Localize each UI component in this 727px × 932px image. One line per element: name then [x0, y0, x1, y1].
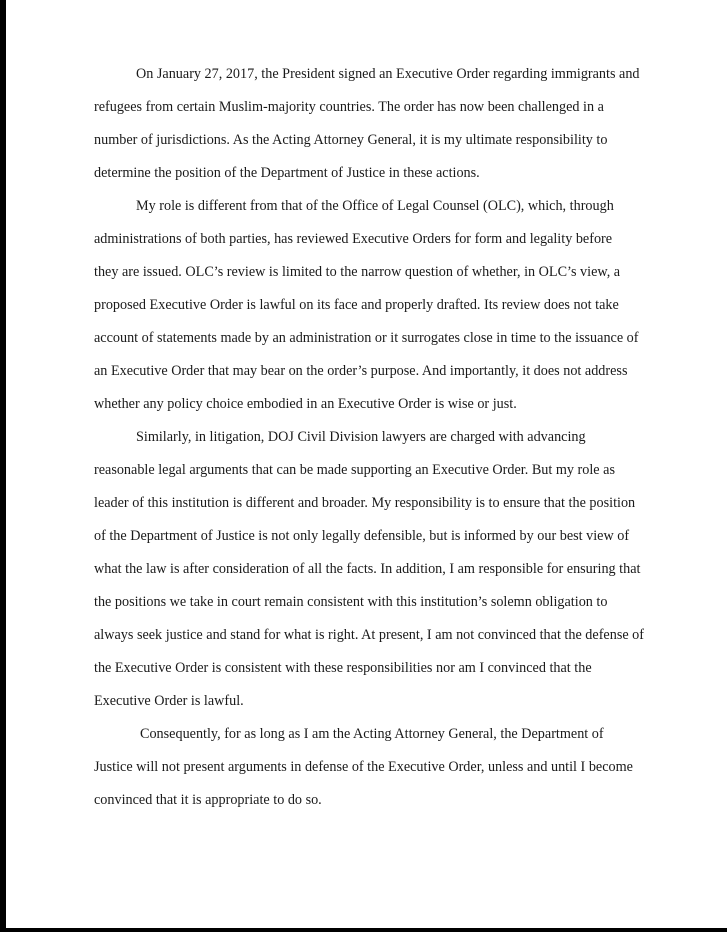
paragraph-3-line-6: the positions we take in court remain consistent with this institution’s solemn obligation to [94, 594, 608, 610]
paragraph-1-line-4: determine the position of the Department of Justice in these actions. [94, 165, 480, 181]
paragraph-2-line-2: administrations of both parties, has reviewed Executive Orders for form and legality before [94, 231, 613, 247]
paragraph-3-line-7: always seek justice and stand for what is right. At present, I am not convinced that the defense of [94, 627, 645, 643]
paragraph-1-line-3: number of jurisdictions. As the Acting Attorney General, it is my ultimate responsibility to [94, 132, 608, 148]
paragraph-4-line-2: Justice will not present arguments in defense of the Executive Order, unless and until I become [94, 759, 633, 775]
paragraph-2-line-5: account of statements made by an administration or it surrogates close in time to the issuance of [94, 330, 639, 346]
paragraph-3-line-2: reasonable legal arguments that can be made supporting an Executive Order. But my role as [94, 462, 615, 478]
paragraph-2-line-6: an Executive Order that may bear on the order’s purpose. And importantly, it does not address [94, 363, 628, 379]
paragraph-3-line-5: what the law is after consideration of all the facts. In addition, I am responsible for ensuring that [94, 561, 641, 577]
paragraph-4-line-1: Consequently, for as long as I am the Acting Attorney General, the Department of [140, 726, 604, 742]
paragraph-2-line-7: whether any policy choice embodied in an Executive Order is wise or just. [94, 396, 517, 412]
paragraph-3-line-1: Similarly, in litigation, DOJ Civil Division lawyers are charged with advancing [136, 429, 586, 445]
paragraph-3-line-3: leader of this institution is different and broader. My responsibility is to ensure that the position [94, 495, 636, 511]
paragraph-3-line-9: Executive Order is lawful. [94, 693, 244, 709]
paragraph-2-line-1: My role is different from that of the Office of Legal Counsel (OLC), which, through [136, 198, 614, 214]
paragraph-2-line-3: they are issued. OLC’s review is limited to the narrow question of whether, in OLC’s view, a [94, 264, 621, 280]
letter-page [6, 0, 727, 928]
paragraph-1-line-1: On January 27, 2017, the President signed an Executive Order regarding immigrants and [136, 66, 640, 82]
paragraph-2-line-4: proposed Executive Order is lawful on its face and properly drafted. Its review does not take [94, 297, 619, 313]
paragraph-1-line-2: refugees from certain Muslim-majority countries. The order has now been challenged in a [94, 99, 604, 115]
paragraph-4-line-3: convinced that it is appropriate to do so. [94, 792, 322, 808]
paragraph-3-line-4: of the Department of Justice is not only legally defensible, but is informed by our best view of [94, 528, 630, 544]
paragraph-3-line-8: the Executive Order is consistent with these responsibilities nor am I convinced that the [94, 660, 592, 676]
